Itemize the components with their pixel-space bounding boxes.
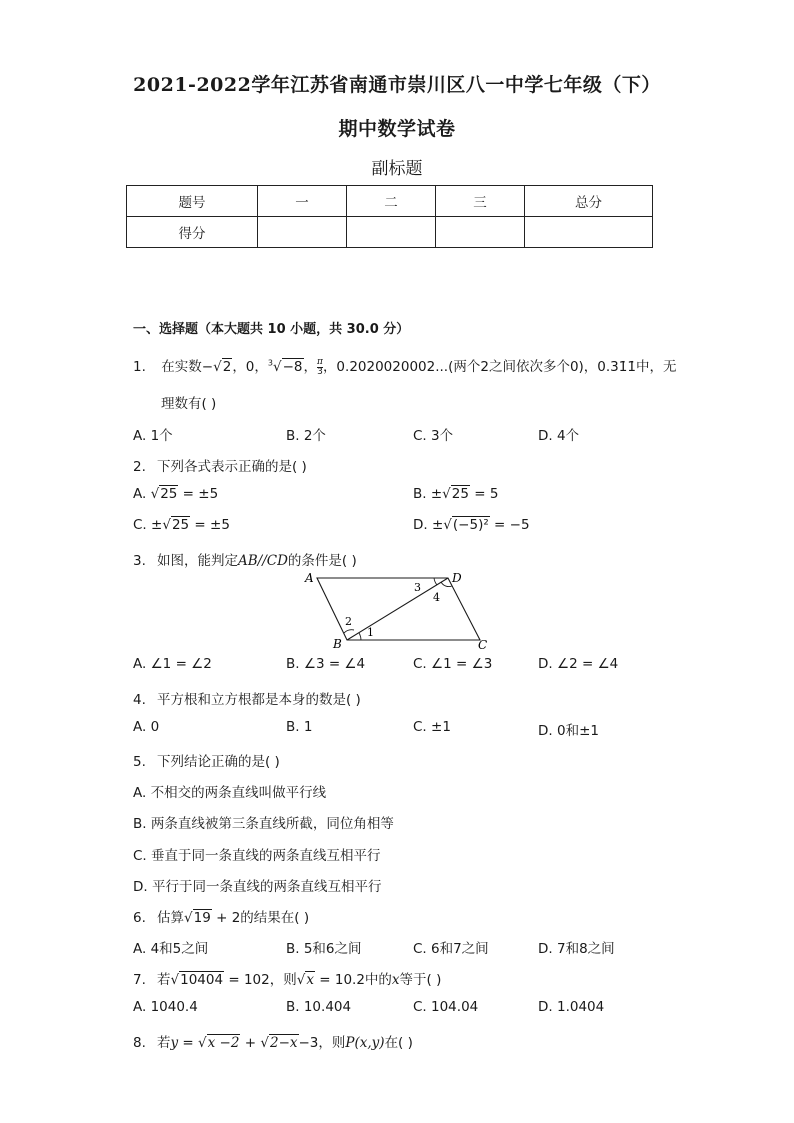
option-c[interactable] — [133, 517, 230, 533]
question-stem-tail: + 2的结果在( ) — [211, 910, 310, 926]
math-expression: P(x,y) — [345, 1035, 385, 1051]
question-stem-part: = 102，则 — [224, 972, 297, 988]
sqrt-sign: √ — [442, 486, 451, 502]
sqrt-sign: √ — [198, 1035, 207, 1051]
root-index: 3 — [267, 358, 273, 368]
question-stem: 下列结论正确的是( ) — [157, 754, 280, 770]
label-c: C — [478, 638, 488, 652]
parallelogram-figure — [300, 568, 500, 656]
option-a[interactable]: A. ∠1 = ∠2 — [133, 656, 212, 672]
score-table — [126, 185, 653, 248]
question-stem: 如图，能判定 — [157, 553, 238, 569]
question-1: 1. 在实数−√2，0，$^3$√−8， $\frac{\pi}{3}$ ，0.2020020002...(两个2之间依次多个0)，0.31̇1̇中，无 — [133, 356, 677, 377]
math-expression: AB//CD — [238, 553, 288, 569]
label-b: B — [333, 637, 342, 651]
option-label: C. ± — [133, 517, 163, 533]
q1-stem-part: 中，无 — [635, 359, 677, 375]
variable: x — [391, 972, 400, 988]
q1-stem-part: ，0.2020020002...(两个2之间依次多个0)，0.3 — [322, 359, 619, 375]
radicand: 2 — [222, 359, 232, 375]
label-d: D — [452, 571, 462, 585]
option-tail: = 5 — [469, 486, 499, 502]
question-4 — [133, 688, 361, 708]
question-number: 7. — [133, 972, 146, 988]
option-d[interactable] — [413, 517, 530, 533]
sqrt-sign: √ — [260, 1035, 269, 1051]
option-a[interactable]: A. 4和5之间 — [133, 941, 209, 957]
question-stem-tail: 的条件是( ) — [287, 553, 357, 569]
question-number: 4. — [133, 692, 146, 708]
question-stem: 平方根和立方根都是本身的数是( ) — [157, 692, 361, 708]
repeating-digits: 1̇1̇ — [618, 359, 636, 375]
score-input-cell[interactable] — [436, 217, 525, 248]
option-label: B. ± — [413, 486, 443, 502]
sqrt-sign: √ — [170, 972, 180, 988]
angle-1-arc — [359, 633, 361, 640]
radicand: −8 — [282, 359, 303, 375]
option-tail: = ±5 — [178, 486, 219, 502]
radicand: x — [306, 972, 314, 988]
sqrt-sign: √ — [162, 517, 171, 533]
option-c[interactable]: C. ±1 — [413, 719, 451, 735]
option-d[interactable]: D. 平行于同一条直线的两条直线互相平行 — [133, 879, 382, 895]
option-a[interactable] — [133, 486, 218, 502]
score-table-score-row — [127, 217, 653, 248]
question-number: 1. — [133, 359, 146, 375]
question-number: 6. — [133, 910, 146, 926]
score-input-cell[interactable] — [525, 217, 653, 248]
radicand: (−5)² — [452, 517, 489, 533]
question-8 — [133, 1031, 413, 1051]
question-stem: 下列各式表示正确的是( ) — [157, 459, 307, 475]
question-5 — [133, 750, 280, 770]
option-d[interactable]: D. 7和8之间 — [538, 941, 615, 957]
paper-title-line1: 2021-2022学年江苏省南通市崇川区八一中学七年级（下） — [133, 74, 661, 96]
question-stem-part: = 10.2中的 — [314, 972, 392, 988]
option-d[interactable]: D. ∠2 = ∠4 — [538, 656, 619, 672]
plus-sign: + — [240, 1035, 261, 1051]
score-cell: 一 — [258, 186, 347, 217]
diagonal-bd — [347, 578, 448, 640]
score-cell: 题号 — [127, 186, 258, 217]
angle-3-arc — [434, 578, 437, 585]
angle-label-1: 1 — [367, 626, 374, 639]
sqrt-sign: √ — [443, 517, 452, 533]
option-c[interactable]: C. 6和7之间 — [413, 941, 489, 957]
angle-2-arc — [344, 630, 354, 633]
question-stem: 估算 — [157, 910, 184, 926]
sqrt-sign: √ — [213, 359, 222, 375]
radicand: 19 — [193, 910, 211, 926]
question-number: 2. — [133, 459, 146, 475]
radicand: 25 — [171, 517, 190, 533]
option-a[interactable]: A. 0 — [133, 719, 160, 735]
option-d[interactable]: D. 0和±1 — [538, 723, 599, 739]
angle-label-4: 4 — [433, 591, 440, 604]
option-b[interactable]: B. ∠3 = ∠4 — [286, 656, 366, 672]
question-7 — [133, 968, 441, 988]
fraction-numerator: π — [317, 356, 323, 367]
q1-stem-part: 在实数− — [161, 359, 214, 375]
section-heading: 一、选择题（本大题共 10 小题，共 30.0 分） — [133, 322, 410, 337]
option-d[interactable]: D. 4个 — [538, 428, 580, 444]
option-b[interactable]: B. 2个 — [286, 428, 326, 444]
option-b[interactable] — [413, 486, 498, 502]
option-a[interactable]: A. 不相交的两条直线叫做平行线 — [133, 785, 327, 801]
radicand: 2−x — [269, 1035, 298, 1051]
angle-label-2: 2 — [345, 615, 352, 628]
question-stem: 若 — [157, 1035, 171, 1051]
question-stem-tail: 等于( ) — [399, 972, 442, 988]
radicand: x −2 — [207, 1035, 240, 1051]
option-label: D. ± — [413, 517, 444, 533]
radicand: 10404 — [180, 972, 224, 988]
option-label: A. — [133, 486, 151, 502]
q1-stem-line2: 理数有( ) — [161, 396, 217, 412]
question-3 — [133, 549, 357, 569]
fraction-denominator: 3 — [317, 366, 323, 377]
radicand: 25 — [451, 486, 469, 502]
q1-stem-part: ，0， — [232, 359, 268, 375]
option-b[interactable]: B. 10.404 — [286, 999, 352, 1015]
score-cell: 得分 — [127, 217, 258, 248]
option-b[interactable]: B. 5和6之间 — [286, 941, 362, 957]
question-stem-tail: 在( ) — [384, 1035, 413, 1051]
score-table-header-row — [127, 186, 653, 217]
sqrt-sign: √ — [150, 486, 160, 502]
question-number: 8. — [133, 1035, 146, 1051]
option-tail: = ±5 — [190, 517, 230, 533]
option-a[interactable]: A. 1040.4 — [133, 999, 198, 1015]
option-b[interactable]: B. 两条直线被第三条直线所截，同位角相等 — [133, 816, 394, 832]
option-d[interactable]: D. 1.0404 — [538, 999, 605, 1015]
option-c[interactable]: C. ∠1 = ∠3 — [413, 656, 493, 672]
option-c[interactable]: C. 3个 — [413, 428, 454, 444]
option-c[interactable]: C. 垂直于同一条直线的两条直线互相平行 — [133, 848, 381, 864]
paper-title-line2: 期中数学试卷 — [338, 118, 456, 140]
question-number: 3. — [133, 553, 146, 569]
sqrt-sign: √ — [296, 972, 306, 988]
score-input-cell[interactable] — [347, 217, 436, 248]
score-cell: 三 — [436, 186, 525, 217]
question-number: 5. — [133, 754, 146, 770]
option-b[interactable]: B. 1 — [286, 719, 313, 735]
score-input-cell[interactable] — [258, 217, 347, 248]
angle-label-3: 3 — [414, 581, 421, 594]
option-c[interactable]: C. 104.04 — [413, 999, 479, 1015]
question-2 — [133, 455, 307, 475]
variable: y — [170, 1035, 179, 1051]
label-a: A — [305, 571, 314, 585]
radicand: 25 — [160, 486, 178, 502]
sqrt-sign: √ — [184, 910, 193, 926]
sqrt-sign: √ — [273, 359, 282, 375]
question-stem: 若 — [157, 972, 171, 988]
score-cell: 二 — [347, 186, 436, 217]
equals-sign: = — [178, 1035, 199, 1051]
question-6 — [133, 906, 309, 926]
score-cell: 总分 — [525, 186, 653, 217]
question-stem-part: −3，则 — [298, 1035, 346, 1051]
paper-subtitle: 副标题 — [371, 159, 423, 179]
option-tail: = −5 — [489, 517, 530, 533]
option-a[interactable]: A. 1个 — [133, 428, 173, 444]
